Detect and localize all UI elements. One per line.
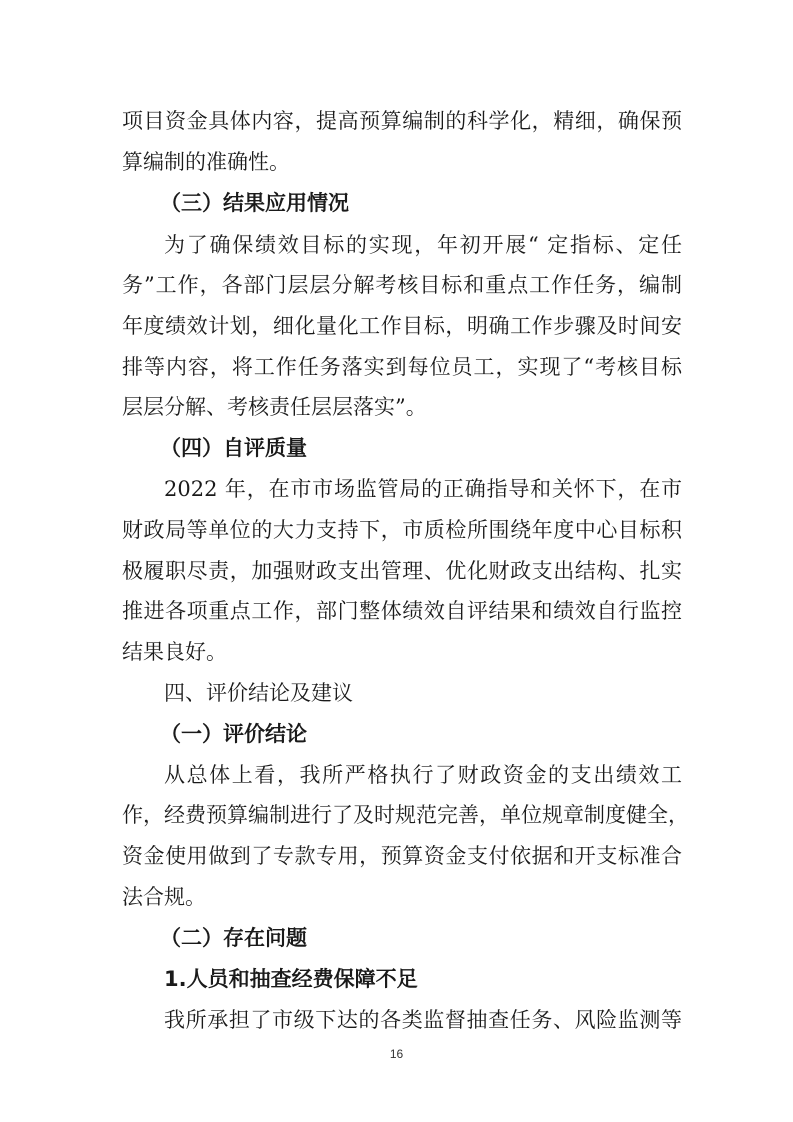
section-heading-existing-problems: （二）存在问题 — [160, 926, 307, 950]
paragraph-line: 我所承担了市级下达的各类监督抽查任务、风险监测等 — [164, 1008, 682, 1032]
chapter-heading-evaluation-conclusion: 四、评价结论及建议 — [164, 681, 353, 705]
paragraph-line: 年度绩效计划，细化量化工作目标，明确工作步骤及时间安 — [122, 314, 682, 338]
paragraph-line: 结果良好。 — [122, 640, 227, 664]
paragraph-line: 为了确保绩效目标的实现，年初开展“ 定指标、定任 — [164, 233, 682, 257]
paragraph-line: 务”工作，各部门层层分解考核目标和重点工作任务，编制 — [122, 273, 682, 297]
section-heading-evaluation-conclusion: （一）评价结论 — [160, 722, 307, 746]
subsection-heading-insufficient-funding: 1.人员和抽查经费保障不足 — [164, 967, 418, 991]
paragraph-line: 作，经费预算编制进行了及时规范完善，单位规章制度健全， — [122, 803, 689, 827]
paragraph-line: 层层分解、考核责任层层落实”。 — [122, 395, 427, 419]
section-heading-results-application: （三）结果应用情况 — [160, 191, 349, 215]
section-heading-self-evaluation-quality: （四）自评质量 — [160, 436, 307, 460]
paragraph-line: 项目资金具体内容，提高预算编制的科学化，精细，确保预 — [122, 109, 682, 133]
paragraph-line: 资金使用做到了专款专用，预算资金支付依据和开支标准合 — [122, 844, 682, 868]
paragraph-line: 极履职尽责，加强财政支出管理、优化财政支出结构、扎实 — [122, 559, 682, 583]
page-number: 16 — [389, 1047, 404, 1061]
paragraph-line: 排等内容，将工作任务落实到每位员工，实现了“考核目标 — [122, 355, 682, 379]
paragraph-line: 财政局等单位的大力支持下，市质检所围绕年度中心目标积 — [122, 518, 682, 542]
paragraph-line: 法合规。 — [122, 885, 206, 909]
paragraph-line: 从总体上看，我所严格执行了财政资金的支出绩效工 — [164, 763, 682, 787]
paragraph-line: 2022 年，在市市场监管局的正确指导和关怀下，在市 — [164, 477, 682, 501]
paragraph-line: 推进各项重点工作，部门整体绩效自评结果和绩效自行监控 — [122, 599, 682, 623]
paragraph-line: 算编制的准确性。 — [122, 150, 290, 174]
